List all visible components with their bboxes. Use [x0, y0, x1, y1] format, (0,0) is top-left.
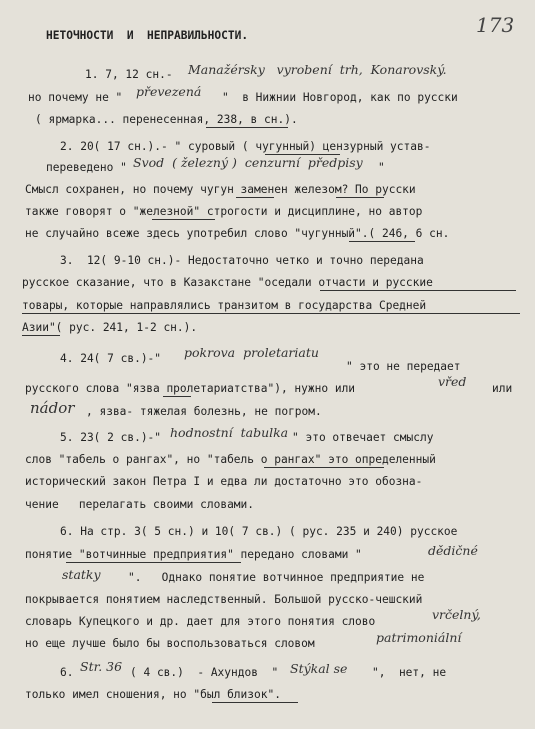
typed-line: 6. — [60, 666, 74, 679]
typed-line: 3. 12( 9-10 сн.)- Недостаточно четко и точно передана — [60, 254, 424, 267]
typed-line: ( ярмарка... перенесенная, 238, в сн.). — [35, 113, 298, 126]
page-number: 173 — [476, 13, 515, 37]
handwritten-note: Stýkal se — [290, 661, 348, 676]
typed-line: не случайно всеже здесь употребил слово "чугунный".( 246, 6 сн. — [25, 227, 450, 240]
typed-line: русского слова "язва пролетариатства"), нужно или — [25, 382, 356, 395]
underline — [152, 219, 215, 220]
typed-line: ". Однако понятие вотчинное предприятие не — [128, 571, 425, 584]
typed-line: " это отвечает смыслу — [292, 431, 434, 444]
typed-line: 5. 23( 2 св.)-" — [60, 431, 162, 444]
typed-line: товары, которые направлялись транзитом в государства Средней — [22, 299, 427, 312]
underline — [22, 335, 60, 336]
page-title: НЕТОЧНОСТИ И НЕПРАВИЛЬНОСТИ. — [46, 29, 249, 42]
handwritten-note: dědičné — [428, 543, 478, 558]
handwritten-note: pokrova proletariatu — [184, 345, 319, 360]
typed-line: понятие "вотчинные предприятия" передано словами " — [25, 548, 362, 561]
typed-line: чение перелагать своими словами. — [25, 498, 255, 511]
typed-line: только имел сношения, но "был близок". — [25, 688, 281, 701]
typed-line: покрывается понятием наследственный. Большой русско-чешский — [25, 593, 423, 606]
underline — [163, 396, 191, 397]
handwritten-note: vrčelný, — [432, 607, 481, 622]
underline — [212, 702, 298, 703]
underline — [349, 241, 415, 242]
typed-line: исторический закон Петра I и едва ли достаточно это обозна- — [25, 475, 423, 488]
underline — [22, 313, 520, 314]
typed-line: Смысл сохранен, но почему чугун заменен железом? По русски — [25, 183, 416, 196]
typed-line: но почему не " — [28, 91, 123, 104]
typed-line: русское сказание, что в Казакстане "оседали отчасти и русские — [22, 276, 433, 289]
typed-line: " в Нижнии Новгород, как по русски — [222, 91, 458, 104]
handwritten-note: Str. 36 — [80, 659, 123, 674]
typed-line: но еще лучше было бы воспользоваться словом — [25, 637, 315, 650]
handwritten-note: nádor — [30, 399, 75, 417]
underline — [320, 290, 516, 291]
typed-line: Азии"( рус. 241, 1-2 сн.). — [22, 321, 198, 334]
typed-line: ( 4 св.) - Ахундов " — [130, 666, 279, 679]
handwritten-note: patrimoniální — [376, 630, 462, 645]
handwritten-note: statky — [62, 567, 101, 582]
typed-line: слов "табель о рангах", но "табель о рангах" это определенный — [25, 453, 436, 466]
typed-line: переведено " — [46, 161, 127, 174]
handwritten-note: převezená — [136, 84, 202, 99]
underline — [236, 197, 274, 198]
handwritten-note: Manažérsky vyrobení trh, Konarovský. — [188, 62, 447, 77]
typed-line: " — [378, 161, 385, 174]
typed-line: ", нет, не — [372, 666, 447, 679]
typed-line: 1. 7, 12 сн.- — [85, 68, 173, 81]
underline — [336, 197, 384, 198]
handwritten-note: vřed — [438, 374, 467, 389]
underline — [264, 467, 384, 468]
typed-line: словарь Купецкого и др. дает для этого понятия слово — [25, 615, 376, 628]
typed-line: 4. 24( 7 св.)-" — [60, 352, 162, 365]
typed-line: , язва- тяжелая болезнь, не погром. — [86, 405, 322, 418]
typed-line: или — [492, 382, 513, 395]
underline — [66, 562, 241, 563]
underline — [206, 127, 288, 128]
handwritten-note: hodnostní tabulka — [170, 425, 289, 440]
typed-line: также говорят о "железной" строгости и дисциплине, но автор — [25, 205, 423, 218]
typed-line: 6. На стр. 3( 5 сн.) и 10( 7 св.) ( рус. 235 и 240) русское — [60, 525, 458, 538]
handwritten-note: Svod ( železný ) cenzurní předpisy — [133, 155, 363, 170]
typed-line: 2. 20( 17 сн.).- " суровый ( чугунный) цензурный устав- — [60, 140, 431, 153]
typed-line: " это не передает — [346, 360, 461, 373]
